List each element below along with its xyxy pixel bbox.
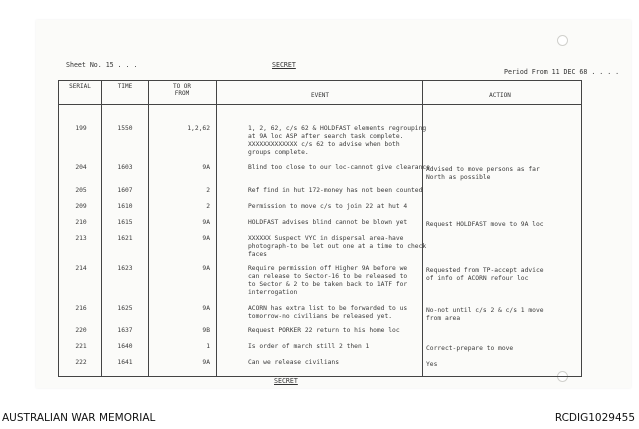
- action-text: Correct-prepare to move: [426, 345, 514, 352]
- event-text: HOLDFAST advises blind cannot be blown yet: [248, 219, 408, 226]
- serial-number: 214: [75, 265, 87, 272]
- event-text: tomorrow-no civilians be released yet.: [248, 313, 393, 320]
- serial-number: 213: [75, 235, 87, 242]
- action-text: No-not until c/s 2 & c/s 1 move: [426, 307, 544, 314]
- event-text: Require permission off Higher 9A before we: [248, 265, 408, 272]
- event-text: 1, 2, 62, c/s 62 & HOLDFAST elements regrouping: [248, 125, 427, 132]
- event-text: photograph-to be let out one at a time to check: [248, 243, 427, 250]
- col-header-serial: SERIAL: [69, 83, 91, 90]
- action-text: North as possible: [426, 174, 491, 181]
- to-or-from-value: 9A: [202, 359, 210, 366]
- event-text: interrogation: [248, 289, 298, 296]
- to-or-from-value: 9A: [202, 265, 210, 272]
- to-or-from-value: 2: [206, 203, 210, 210]
- time-value: 1607: [117, 187, 133, 194]
- event-text: groups complete.: [248, 149, 309, 156]
- classification-footer: SECRET: [274, 377, 298, 385]
- event-text: to Sector & 2 to be taken back to 1ATF for: [248, 281, 408, 288]
- serial-number: 199: [75, 125, 87, 132]
- archive-footer: [0, 409, 639, 429]
- col-divider-3: [216, 80, 217, 376]
- classification-header: SECRET: [272, 61, 296, 69]
- time-value: 1641: [117, 359, 133, 366]
- col-header-action: ACTION: [489, 92, 511, 99]
- event-text: Request PORKER 22 return to his home loc: [248, 327, 400, 334]
- event-text: Is order of march still 2 then 1: [248, 343, 370, 350]
- action-text: of info of ACORN refour loc: [426, 275, 529, 282]
- serial-number: 204: [75, 164, 87, 171]
- serial-number: 222: [75, 359, 87, 366]
- serial-number: 220: [75, 327, 87, 334]
- time-value: 1640: [117, 343, 133, 350]
- to-or-from-value: 9A: [202, 235, 210, 242]
- action-text: Yes: [426, 361, 438, 368]
- archive-name: AUSTRALIAN WAR MEMORIAL: [2, 412, 156, 424]
- to-or-from-value: 9A: [202, 305, 210, 312]
- event-text: at 9A loc ASP after search task complete.: [248, 133, 404, 140]
- archive-reference: RCDIG1029455: [554, 412, 635, 424]
- event-text: Blind too close to our loc-cannot give clearance: [248, 164, 430, 171]
- to-or-from-value: 9B: [202, 327, 210, 334]
- time-value: 1623: [117, 265, 133, 272]
- action-text: Advised to move persons as far: [426, 166, 540, 173]
- to-or-from-value: 2: [206, 187, 210, 194]
- col-header-time: TIME: [117, 83, 133, 90]
- col-divider-1: [101, 80, 102, 376]
- serial-number: 209: [75, 203, 87, 210]
- action-text: Request HOLDFAST move to 9A loc: [426, 221, 544, 228]
- header-rule: [58, 104, 582, 105]
- to-or-from-value: 1,2,62: [187, 125, 210, 132]
- event-text: Permission to move c/s to join 22 at hut 4: [248, 203, 408, 210]
- time-value: 1615: [117, 219, 133, 226]
- time-value: 1610: [117, 203, 133, 210]
- period-from: Period From 11 DEC 68 . . . .: [504, 68, 620, 76]
- to-or-from-value: 9A: [202, 164, 210, 171]
- col-header-event: EVENT: [310, 92, 330, 99]
- col-divider-2: [148, 80, 149, 376]
- punch-hole-top: [557, 35, 568, 46]
- col-header-to-or-from: TO OR FROM: [172, 83, 192, 97]
- event-text: ACORN has extra list to be forwarded to us: [248, 305, 408, 312]
- time-value: 1550: [117, 125, 133, 132]
- sheet-number: Sheet No. 15 . . .: [66, 61, 138, 69]
- to-or-from-value: 1: [206, 343, 210, 350]
- serial-number: 205: [75, 187, 87, 194]
- action-text: Requested from TP-accept advice: [426, 267, 544, 274]
- time-value: 1625: [117, 305, 133, 312]
- event-text: XXXXXX Suspect VYC in dispersal area-have: [248, 235, 404, 242]
- event-text: Can we release civilians: [248, 359, 339, 366]
- time-value: 1637: [117, 327, 133, 334]
- event-text: can release to Sector-16 to be released to: [248, 273, 408, 280]
- event-text: Ref find in hut 172-money has not been counted: [248, 187, 423, 194]
- event-text: XXXXXXXXXXXXX c/s 62 to advise when both: [248, 141, 400, 148]
- serial-number: 210: [75, 219, 87, 226]
- to-or-from-value: 9A: [202, 219, 210, 226]
- action-text: from area: [426, 315, 461, 322]
- time-value: 1603: [117, 164, 133, 171]
- serial-number: 216: [75, 305, 87, 312]
- event-text: faces: [248, 251, 267, 258]
- time-value: 1621: [117, 235, 133, 242]
- serial-number: 221: [75, 343, 87, 350]
